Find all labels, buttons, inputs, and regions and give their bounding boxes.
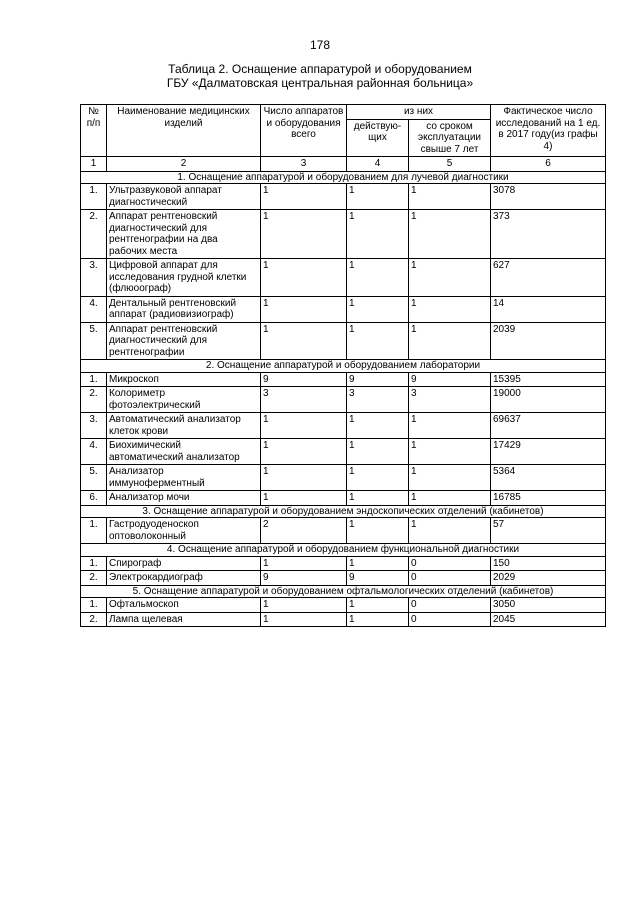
table-row — [81, 598, 606, 613]
table-row — [81, 259, 606, 297]
over-7-years-count: 9 — [409, 372, 491, 387]
total-count: 1 — [261, 612, 347, 627]
over-7-years-count: 1 — [409, 413, 491, 439]
row-number: 2. — [81, 612, 107, 627]
studies-count: 19000 — [491, 387, 606, 413]
studies-count: 14 — [491, 296, 606, 322]
studies-count: 627 — [491, 259, 606, 297]
table-row — [81, 518, 606, 544]
title-line-2: ГБУ «Далматовская центральная районная больница» — [166, 76, 474, 90]
row-number: 6. — [81, 491, 107, 506]
total-count: 1 — [261, 598, 347, 613]
table-row — [81, 612, 606, 627]
table-row — [81, 387, 606, 413]
row-number: 2. — [81, 387, 107, 413]
row-number: 2. — [81, 210, 107, 259]
table-row — [81, 322, 606, 360]
active-count: 1 — [347, 439, 409, 465]
device-name: Цифровой аппарат для исследования грудной клетки (флюоограф) — [107, 259, 261, 297]
active-count: 1 — [347, 210, 409, 259]
total-count: 1 — [261, 322, 347, 360]
header-num: № п/п — [81, 105, 107, 157]
device-name: Спирограф — [107, 556, 261, 571]
header-row — [81, 105, 606, 120]
active-count: 1 — [347, 259, 409, 297]
over-7-years-count: 0 — [409, 571, 491, 586]
active-count: 1 — [347, 296, 409, 322]
over-7-years-count: 1 — [409, 322, 491, 360]
header-over7: со сроком эксплуатации свыше 7 лет — [409, 119, 491, 157]
table-row — [81, 439, 606, 465]
device-name: Аппарат рентгеновский диагностический для рентгенографии — [107, 322, 261, 360]
studies-count: 15395 — [491, 372, 606, 387]
over-7-years-count: 1 — [409, 184, 491, 210]
section-title: 4. Оснащение аппаратурой и оборудованием функциональной диагностики — [81, 544, 606, 557]
row-number: 2. — [81, 571, 107, 586]
row-number: 1. — [81, 184, 107, 210]
total-count: 1 — [261, 491, 347, 506]
table-row — [81, 571, 606, 586]
total-count: 1 — [261, 556, 347, 571]
section-row — [81, 171, 606, 184]
column-index-row — [81, 157, 606, 172]
total-count: 1 — [261, 259, 347, 297]
studies-count: 150 — [491, 556, 606, 571]
active-count: 1 — [347, 556, 409, 571]
active-count: 9 — [347, 372, 409, 387]
over-7-years-count: 1 — [409, 259, 491, 297]
active-count: 1 — [347, 491, 409, 506]
studies-count: 3078 — [491, 184, 606, 210]
title-line-1: Таблица 2. Оснащение аппаратурой и оборудованием — [168, 62, 472, 76]
table-row — [81, 413, 606, 439]
active-count: 1 — [347, 518, 409, 544]
device-name: Анализатор мочи — [107, 491, 261, 506]
equipment-table — [80, 104, 606, 627]
over-7-years-count: 1 — [409, 210, 491, 259]
studies-count: 17429 — [491, 439, 606, 465]
active-count: 1 — [347, 322, 409, 360]
over-7-years-count: 1 — [409, 465, 491, 491]
total-count: 1 — [261, 465, 347, 491]
studies-count: 16785 — [491, 491, 606, 506]
section-row — [81, 544, 606, 557]
over-7-years-count: 1 — [409, 296, 491, 322]
table-row — [81, 465, 606, 491]
total-count: 1 — [261, 439, 347, 465]
total-count: 2 — [261, 518, 347, 544]
device-name: Офтальмоскоп — [107, 598, 261, 613]
active-count: 3 — [347, 387, 409, 413]
device-name: Автоматический анализатор клеток крови — [107, 413, 261, 439]
column-index: 2 — [107, 157, 261, 172]
active-count: 1 — [347, 413, 409, 439]
total-count: 1 — [261, 184, 347, 210]
page-number: 178 — [309, 38, 331, 52]
device-name: Биохимический автоматический анализатор — [107, 439, 261, 465]
section-title: 2. Оснащение аппаратурой и оборудованием лаборатории — [81, 360, 606, 373]
studies-count: 3050 — [491, 598, 606, 613]
column-index: 5 — [409, 157, 491, 172]
table-title — [0, 62, 640, 90]
column-index: 3 — [261, 157, 347, 172]
studies-count: 5364 — [491, 465, 606, 491]
studies-count: 69637 — [491, 413, 606, 439]
studies-count: 2039 — [491, 322, 606, 360]
table-row — [81, 184, 606, 210]
studies-count: 2029 — [491, 571, 606, 586]
device-name: Гастродуоденоскоп оптоволоконный — [107, 518, 261, 544]
header-of-them: из них — [347, 105, 491, 120]
over-7-years-count: 0 — [409, 612, 491, 627]
section-title: 5. Оснащение аппаратурой и оборудованием офтальмологических отделений (кабинетов) — [81, 585, 606, 598]
header-active: действую-щих — [347, 119, 409, 157]
table-row — [81, 556, 606, 571]
studies-count: 57 — [491, 518, 606, 544]
row-number: 4. — [81, 439, 107, 465]
studies-count: 373 — [491, 210, 606, 259]
section-row — [81, 585, 606, 598]
header-name: Наименование медицинских изделий — [107, 105, 261, 157]
over-7-years-count: 0 — [409, 598, 491, 613]
total-count: 1 — [261, 296, 347, 322]
table-row — [81, 491, 606, 506]
device-name: Дентальный рентгеновский аппарат (радиовизиограф) — [107, 296, 261, 322]
column-index: 1 — [81, 157, 107, 172]
total-count: 9 — [261, 372, 347, 387]
row-number: 1. — [81, 556, 107, 571]
over-7-years-count: 1 — [409, 439, 491, 465]
total-count: 9 — [261, 571, 347, 586]
over-7-years-count: 1 — [409, 518, 491, 544]
section-row — [81, 505, 606, 518]
device-name: Анализатор иммуноферментный — [107, 465, 261, 491]
over-7-years-count: 3 — [409, 387, 491, 413]
row-number: 5. — [81, 465, 107, 491]
device-name: Микроскоп — [107, 372, 261, 387]
row-number: 1. — [81, 598, 107, 613]
table-row — [81, 372, 606, 387]
studies-count: 2045 — [491, 612, 606, 627]
section-row — [81, 360, 606, 373]
table-row — [81, 210, 606, 259]
device-name: Ультразвуковой аппарат диагностический — [107, 184, 261, 210]
section-title: 3. Оснащение аппаратурой и оборудованием эндоскопических отделений (кабинетов) — [81, 505, 606, 518]
section-title: 1. Оснащение аппаратурой и оборудованием для лучевой диагностики — [81, 171, 606, 184]
header-count: Число аппаратов и оборудования всего — [261, 105, 347, 157]
table-row — [81, 296, 606, 322]
total-count: 1 — [261, 413, 347, 439]
device-name: Колориметр фотоэлектрический — [107, 387, 261, 413]
active-count: 1 — [347, 612, 409, 627]
device-name: Аппарат рентгеновский диагностический для рентгенографии на два рабочих места — [107, 210, 261, 259]
active-count: 1 — [347, 465, 409, 491]
total-count: 1 — [261, 210, 347, 259]
row-number: 1. — [81, 518, 107, 544]
row-number: 1. — [81, 372, 107, 387]
active-count: 9 — [347, 571, 409, 586]
total-count: 3 — [261, 387, 347, 413]
column-index: 6 — [491, 157, 606, 172]
row-number: 4. — [81, 296, 107, 322]
row-number: 3. — [81, 259, 107, 297]
device-name: Электрокардиограф — [107, 571, 261, 586]
active-count: 1 — [347, 598, 409, 613]
device-name: Лампа щелевая — [107, 612, 261, 627]
header-studies: Фактическое число исследований на 1 ед. в 2017 году(из графы 4) — [491, 105, 606, 157]
active-count: 1 — [347, 184, 409, 210]
column-index: 4 — [347, 157, 409, 172]
over-7-years-count: 0 — [409, 556, 491, 571]
row-number: 5. — [81, 322, 107, 360]
over-7-years-count: 1 — [409, 491, 491, 506]
row-number: 3. — [81, 413, 107, 439]
